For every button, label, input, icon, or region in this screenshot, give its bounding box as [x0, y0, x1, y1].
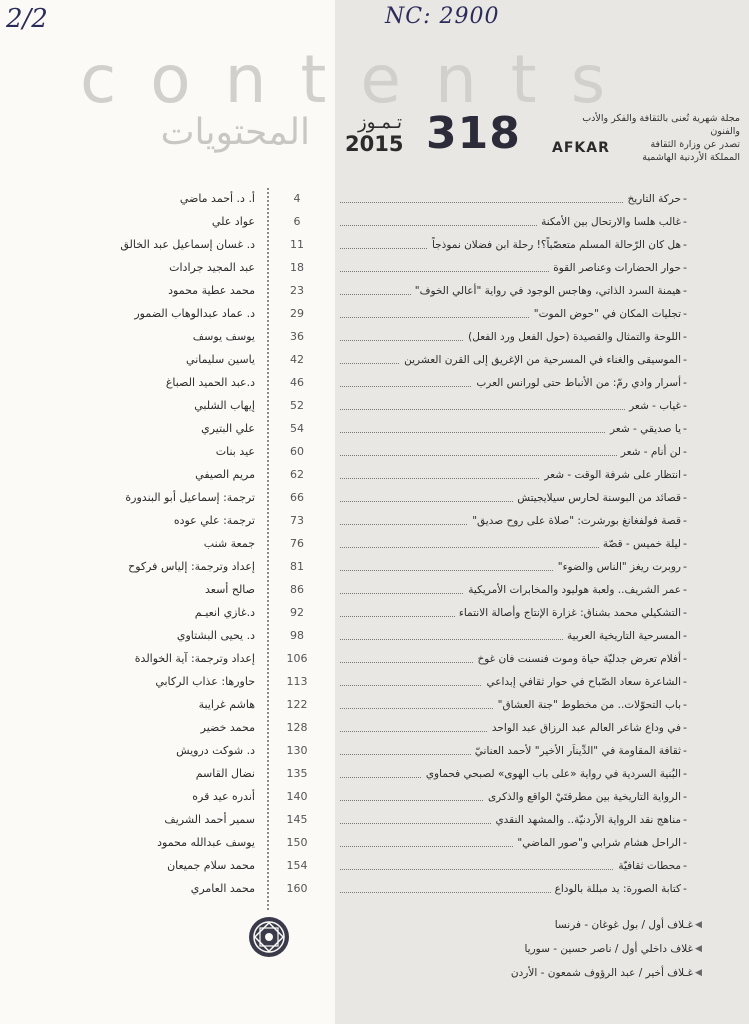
toc-page-number: 122	[286, 698, 308, 711]
toc-author: إيهاب الشلبي	[194, 399, 255, 412]
toc-row	[0, 372, 749, 394]
triangle-left-icon: ◀	[695, 944, 702, 954]
toc-title: الموسيقى والغناء في المسرحية من الإغريق إلى القرن العشرين	[400, 349, 681, 371]
toc-author: مريم الصيفي	[195, 468, 255, 481]
toc-row	[0, 556, 749, 578]
toc-row	[0, 211, 749, 233]
toc-leader	[340, 303, 681, 325]
toc-title: غياب - شعر	[625, 395, 681, 417]
toc-row	[0, 809, 749, 831]
toc-leader	[340, 878, 681, 900]
toc-page-number: 36	[290, 330, 304, 343]
toc-title: قصة فولفغانغ بورشرت: "صلاة على روح صديق"	[468, 510, 681, 532]
toc-author: صالح أسعد	[205, 583, 255, 596]
toc-page-number: 76	[290, 537, 304, 550]
toc-title: غالب هلسا والارتحال بين الأمكنة	[537, 211, 681, 233]
toc-dash: -	[683, 629, 687, 642]
toc-dash: -	[683, 399, 687, 412]
toc-title: باب التحوّلات.. من مخطوط "جنة العشاق"	[494, 694, 681, 716]
toc-page-number: 145	[286, 813, 308, 826]
toc-dash: -	[683, 767, 687, 780]
toc-leader	[340, 786, 681, 808]
toc-title: التشكيلي محمد بشناق: غزارة الإنتاج وأصالة الانتماء	[455, 602, 681, 624]
toc-author: ترجمة: علي عوده	[173, 514, 255, 527]
toc-title: البُنية السردية في رواية «على باب الهوى» لصبحي فحماوي	[422, 763, 681, 785]
toc-author: محمد سلام جميعان	[167, 859, 255, 872]
toc-row	[0, 188, 749, 210]
handwritten-catalog-number: NC: 2900	[385, 4, 500, 29]
toc-page-number: 73	[290, 514, 304, 527]
toc-title: تجليات المكان في "حوض الموت"	[530, 303, 681, 325]
toc-row	[0, 602, 749, 624]
toc-title: محطات ثقافيّة	[614, 855, 681, 877]
toc-row	[0, 763, 749, 785]
toc-author: أ. د. أحمد ماضي	[179, 192, 255, 205]
toc-author: د. شوكت درويش	[176, 744, 255, 757]
issue-number: 318	[426, 108, 521, 159]
toc-dash: -	[683, 698, 687, 711]
toc-title: اللوحة والتمثال والقصيدة (حول الفعل ورد الفعل)	[464, 326, 681, 348]
toc-author: ترجمة: إسماعيل أبو البندورة	[125, 491, 255, 504]
publisher-line: تصدر عن وزارة الثقافة	[650, 139, 740, 150]
toc-leader	[340, 510, 681, 532]
toc-dash: -	[683, 836, 687, 849]
toc-author: عواد علي	[211, 215, 255, 228]
toc-leader	[340, 602, 681, 624]
toc-dash: -	[683, 468, 687, 481]
toc-title: لن أنام - شعر	[617, 441, 681, 463]
toc-page-number: 66	[290, 491, 304, 504]
toc-author: ياسين سليماني	[186, 353, 255, 366]
toc-dash: -	[683, 882, 687, 895]
cover-credit: غـلاف أول / بول غوغان - فرنسا	[554, 919, 693, 931]
toc-dash: -	[683, 491, 687, 504]
toc-author: إعداد وترجمة: آية الخوالدة	[134, 652, 255, 665]
toc-page-number: 113	[286, 675, 308, 688]
toc-page-number: 54	[290, 422, 304, 435]
toc-title: عمر الشريف.. ولعبة هوليود والمخابرات الأمريكية	[464, 579, 681, 601]
toc-leader	[340, 234, 681, 256]
toc-row	[0, 234, 749, 256]
toc-page-number: 92	[290, 606, 304, 619]
toc-page-number: 23	[290, 284, 304, 297]
toc-dash: -	[683, 721, 687, 734]
toc-row	[0, 533, 749, 555]
toc-author: علي البتيري	[201, 422, 255, 435]
toc-title: الشاعرة سعاد الصّباح في حوار ثقافي إبداعي	[482, 671, 681, 693]
toc-row	[0, 303, 749, 325]
toc-dash: -	[683, 284, 687, 297]
toc-leader	[340, 257, 681, 279]
toc-author: د. غسان إسماعيل عبد الخالق	[120, 238, 255, 251]
toc-author: د.غازي انعيـم	[194, 606, 255, 619]
toc-leader	[340, 326, 681, 348]
toc-title: ليلة خميس - قصّة	[599, 533, 681, 555]
toc-leader	[340, 487, 681, 509]
arabic-title: المحتويات	[160, 112, 310, 153]
toc-row	[0, 878, 749, 900]
toc-title: روبرت ريغز "الناس والضوء"	[554, 556, 681, 578]
toc-author: محمد خضير	[200, 721, 255, 734]
toc-row	[0, 441, 749, 463]
toc-title: حوار الحضارات وعناصر القوة	[549, 257, 681, 279]
toc-row	[0, 280, 749, 302]
toc-dash: -	[683, 790, 687, 803]
toc-dash: -	[683, 330, 687, 343]
toc-leader	[340, 694, 681, 716]
toc-author: أندره عيد قره	[192, 790, 255, 803]
toc-page-number: 81	[290, 560, 304, 573]
toc-dash: -	[683, 422, 687, 435]
toc-author: د. عماد عبدالوهاب الضمور	[134, 307, 255, 320]
toc-page-number: 106	[286, 652, 308, 665]
toc-row	[0, 487, 749, 509]
toc-leader	[340, 395, 681, 417]
toc-row	[0, 648, 749, 670]
toc-page-number: 150	[286, 836, 308, 849]
toc-dash: -	[683, 537, 687, 550]
toc-page-number: 98	[290, 629, 304, 642]
toc-dash: -	[683, 744, 687, 757]
toc-title: يا صديقي - شعر	[606, 418, 681, 440]
cover-credit-row	[0, 962, 749, 984]
toc-row	[0, 464, 749, 486]
toc-row	[0, 786, 749, 808]
toc-dash: -	[683, 215, 687, 228]
toc-title: الرواية التاريخية بين مطرقتَيْ الواقع والذكرى	[484, 786, 681, 808]
toc-row	[0, 395, 749, 417]
toc-page-number: 140	[286, 790, 308, 803]
toc-dash: -	[683, 445, 687, 458]
toc-leader	[340, 717, 681, 739]
toc-leader	[340, 763, 681, 785]
toc-page-number: 86	[290, 583, 304, 596]
toc-author: عيد بنات	[215, 445, 255, 458]
cover-credit-row	[0, 938, 749, 960]
toc-page-number: 128	[286, 721, 308, 734]
toc-title: في وداع شاعر العالم عبد الرزاق عبد الواحد	[488, 717, 681, 739]
toc-dash: -	[683, 514, 687, 527]
toc-row	[0, 625, 749, 647]
toc-leader	[340, 740, 681, 762]
triangle-left-icon: ◀	[695, 968, 702, 978]
toc-dash: -	[683, 353, 687, 366]
toc-title: الراحل هشام شرابي و"صور الماضي"	[513, 832, 681, 854]
toc-row	[0, 257, 749, 279]
contents-heading: contents	[80, 41, 640, 118]
toc-title: مناهج نقد الرواية الأردنيّة.. والمشهد النقدي	[491, 809, 681, 831]
toc-page-number: 11	[290, 238, 304, 251]
toc-page-number: 62	[290, 468, 304, 481]
toc-title: هل كان الرّحالة المسلم متعصّباً؟! رحلة ابن فضلان نموذجاً	[428, 234, 681, 256]
triangle-left-icon: ◀	[695, 920, 702, 930]
toc-page-number: 6	[293, 215, 301, 228]
toc-row	[0, 510, 749, 532]
toc-title: كتابة الصورة: يد مبللة بالوداع	[551, 878, 681, 900]
toc-author: حاورها: عذاب الركابي	[155, 675, 255, 688]
toc-title: حركة التاريخ	[623, 188, 681, 210]
toc-author: سمير أحمد الشريف	[164, 813, 255, 826]
toc-row	[0, 855, 749, 877]
toc-leader	[340, 625, 681, 647]
toc-dash: -	[683, 238, 687, 251]
toc-author: يوسف عبدالله محمود	[157, 836, 255, 849]
toc-row	[0, 326, 749, 348]
toc-page-number: 60	[290, 445, 304, 458]
toc-author: جمعة شنب	[203, 537, 255, 550]
toc-row	[0, 740, 749, 762]
toc-leader	[340, 372, 681, 394]
cover-credit: غلاف داخلي أول / ناصر حسين - سوريا	[524, 943, 693, 955]
toc-dash: -	[683, 192, 687, 205]
toc-leader	[340, 832, 681, 854]
toc-leader	[340, 464, 681, 486]
toc-page-number: 52	[290, 399, 304, 412]
toc-page-number: 154	[286, 859, 308, 872]
issue-year: 2015	[345, 132, 404, 156]
toc-leader	[340, 211, 681, 233]
ornament-icon	[247, 915, 291, 959]
toc-leader	[340, 648, 681, 670]
toc-page-number: 135	[286, 767, 308, 780]
toc-author: إعداد وترجمة: إلياس فركوح	[128, 560, 255, 573]
toc-title: قصائد من البوسنة لحارس سيلايجيتش	[513, 487, 681, 509]
toc-dash: -	[683, 675, 687, 688]
toc-leader	[340, 188, 681, 210]
toc-title: انتظار على شرفة الوقت - شعر	[540, 464, 681, 486]
toc-page-number: 46	[290, 376, 304, 389]
cover-credit: غـلاف أخير / عبد الرؤوف شمعون - الأردن	[510, 967, 693, 979]
toc-dash: -	[683, 583, 687, 596]
toc-row	[0, 418, 749, 440]
toc-row	[0, 579, 749, 601]
toc-dash: -	[683, 859, 687, 872]
handwritten-page-number: 2/2	[6, 4, 48, 34]
toc-author: محمد العامري	[190, 882, 255, 895]
toc-author: د. يحيى البشتاوي	[176, 629, 255, 642]
toc-leader	[340, 280, 681, 302]
toc-leader	[340, 556, 681, 578]
toc-dash: -	[683, 261, 687, 274]
toc-row	[0, 671, 749, 693]
toc-author: د.عبد الحميد الصباغ	[165, 376, 255, 389]
toc-row	[0, 694, 749, 716]
toc-row	[0, 717, 749, 739]
toc-title: أفلام تعرض جدليّة حياة وموت فنسنت فان غوخ	[473, 648, 681, 670]
toc-author: يوسف يوسف	[192, 330, 255, 343]
toc-author: نضال القاسم	[195, 767, 255, 780]
toc-row	[0, 832, 749, 854]
toc-dash: -	[683, 376, 687, 389]
toc-author: هاشم غرايبة	[198, 698, 255, 711]
toc-dash: -	[683, 307, 687, 320]
toc-leader	[340, 855, 681, 877]
toc-leader	[340, 349, 681, 371]
toc-page-number: 130	[286, 744, 308, 757]
toc-leader	[340, 671, 681, 693]
toc-page-number: 4	[293, 192, 301, 205]
toc-dash: -	[683, 813, 687, 826]
toc-leader	[340, 579, 681, 601]
publisher-line: المملكة الأردنية الهاشمية	[642, 152, 740, 163]
toc-leader	[340, 441, 681, 463]
toc-author: محمد عطية محمود	[168, 284, 255, 297]
publisher-line: مجلة شهرية تُعنى بالثقافة والفكر والأدب والفنون	[582, 113, 740, 137]
toc-page-number: 160	[286, 882, 308, 895]
toc-page-number: 42	[290, 353, 304, 366]
issue-month: تـمـوز	[358, 112, 402, 133]
toc-row	[0, 349, 749, 371]
cover-credit-row	[0, 914, 749, 936]
toc-leader	[340, 809, 681, 831]
toc-title: ثقافة المقاومة في "الدِّيناَر الأخير" لأحمد العنانيّ	[471, 740, 681, 762]
toc-page-number: 29	[290, 307, 304, 320]
toc-title: هيمنة السرد الذاتي، وهاجس الوجود في رواية "أعالي الخوف"	[411, 280, 681, 302]
toc-page-number: 18	[290, 261, 304, 274]
toc-title: المسرحية التاريخية العربية	[563, 625, 681, 647]
toc-dash: -	[683, 652, 687, 665]
toc-author: عبد المجيد جرادات	[169, 261, 255, 274]
toc-leader	[340, 533, 681, 555]
toc-leader	[340, 418, 681, 440]
brand-name: AFKAR	[552, 140, 610, 156]
toc-dash: -	[683, 606, 687, 619]
publisher-info	[550, 112, 740, 164]
toc-title: أسرار وادي رمّ: من الأنباط حتى لورانس العرب	[472, 372, 681, 394]
toc-dash: -	[683, 560, 687, 573]
